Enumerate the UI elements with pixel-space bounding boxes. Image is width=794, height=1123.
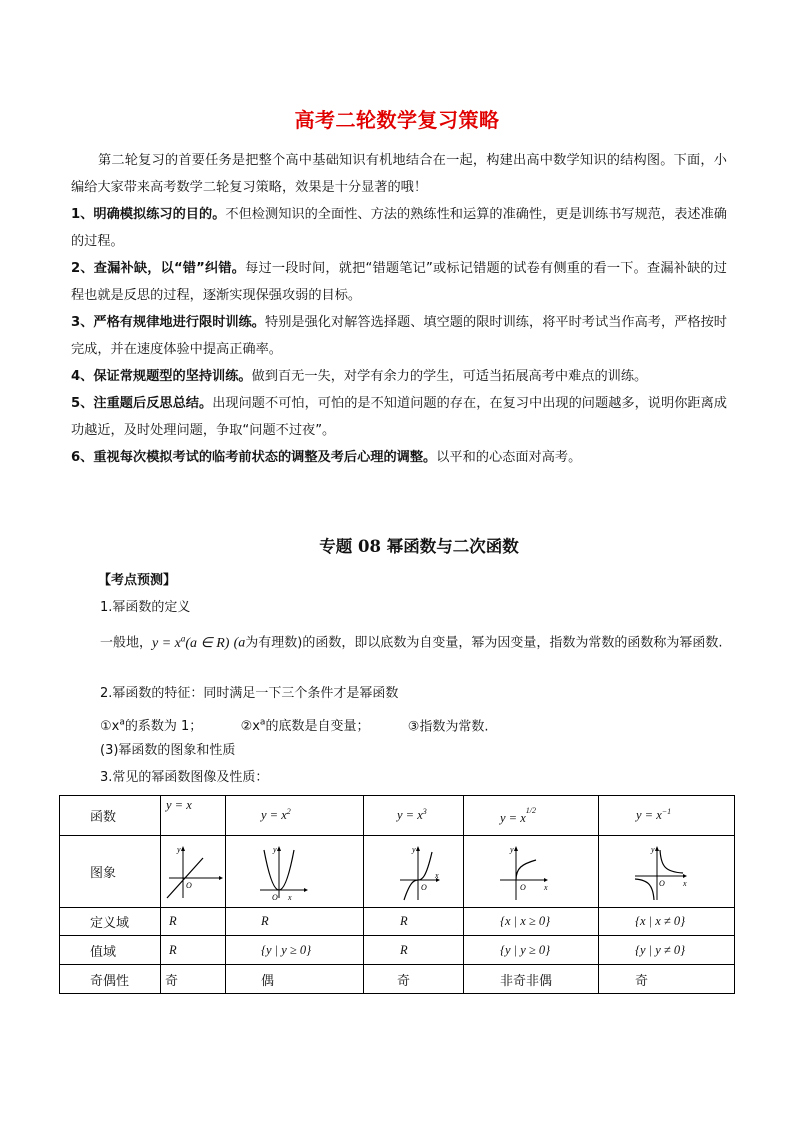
item-4-body: 做到百无一失，对学有余力的学生，可适当拓展高考中难点的训练。 [251, 369, 648, 384]
origin-label: O [272, 892, 278, 902]
parity-cell: 非奇非偶 [464, 965, 599, 994]
domain-cell: R [161, 908, 226, 936]
axis-y-label: y [510, 844, 514, 854]
axis-y-label: y [177, 844, 181, 854]
graph-cell [226, 836, 364, 908]
item-2-body: 每过一段时间，就把“错题笔记”或标记错题的试卷有侧重的看一下。查漏补缺的过程也就是反思的过程，逐渐实现保强攻弱的目标。 [71, 261, 727, 303]
row-label-range: 值域 [60, 936, 161, 965]
graph-cubic [364, 842, 463, 902]
function-cell: $y = x^{-1}$ [599, 796, 735, 836]
features-conditions [100, 713, 700, 737]
domain-cell: R [226, 908, 364, 936]
graph-cell [599, 836, 735, 908]
item-1-head: 1、明确模拟练习的目的。 [71, 207, 226, 222]
item-4-head: 4、保证常规题型的坚持训练。 [71, 369, 252, 384]
item-2-head: 2、查漏补缺，以“错”纠错。 [71, 261, 246, 276]
func-3-exp: 3 [422, 807, 427, 817]
func-5-exp: −1 [661, 807, 672, 817]
article-body [71, 147, 727, 471]
item-6-head: 6、重视每次模拟考试的临考前状态的调整及考后心理的调整。 [71, 450, 437, 465]
power-function-table [59, 795, 735, 994]
def-pre: 一般地， [100, 635, 153, 651]
func-4-exp: 1/2 [525, 806, 537, 816]
item-2 [71, 255, 727, 309]
function-cell: $y = x^{1/2}$ [464, 796, 599, 836]
parity-cell: 奇 [599, 965, 735, 994]
axis-y-label: y [412, 844, 416, 854]
parity-cell: 偶 [226, 965, 364, 994]
table-row [60, 936, 735, 965]
range-cell: {y | y ≥ 0} [226, 936, 364, 965]
table-row [60, 796, 735, 836]
condition-3: ③指数为常数. [407, 719, 489, 735]
axis-y-label: y [651, 844, 655, 854]
row-label-graph: 图象 [60, 836, 161, 908]
range-cell: {y | y ≠ 0} [599, 936, 735, 965]
domain-cell: {x | x ≥ 0} [464, 908, 599, 936]
item-3-body: 特别是强化对解答选择题、填空题的限时训练，将平时考试当作高考，严格按时完成，并在速度体验中提高正确率。 [71, 315, 727, 357]
axis-x-label: x [683, 878, 687, 888]
func-1: y = x [166, 798, 192, 812]
item-6 [71, 444, 727, 471]
item-6-body: 以平和的心态面对高考。 [436, 450, 582, 465]
parity-cell: 奇 [364, 965, 464, 994]
function-cell: $y = x^2$ [226, 796, 364, 836]
condition-2: $②x^a$的底数是自变量； [240, 718, 370, 735]
table-row [60, 836, 735, 908]
graph-cell [464, 836, 599, 908]
section-tag: 【考点预测】 [98, 573, 177, 588]
item-3 [71, 309, 727, 363]
section-title: 专题 08 幂函数与二次函数 [319, 537, 519, 556]
heading-features: 2.幂函数的特征：同时满足一下三个条件才是幂函数 [100, 686, 399, 701]
page-title: 高考二轮数学复习策略 [294, 108, 500, 132]
range-cell: R [161, 936, 226, 965]
function-cell: $y = x^3$ [364, 796, 464, 836]
table-row [60, 965, 735, 994]
range-cell: {y | y ≥ 0} [464, 936, 599, 965]
row-label-domain: 定义域 [60, 908, 161, 936]
axis-x-label: x [544, 882, 548, 892]
parity-cell: 奇 [161, 965, 226, 994]
heading-common-functions: 3.常见的幂函数图像及性质： [100, 770, 269, 785]
row-label-parity: 奇偶性 [60, 965, 161, 994]
axis-x-label: x [288, 892, 292, 902]
definition-paragraph [100, 627, 740, 655]
item-1-body: 不但检测知识的全面性、方法的熟练性和运算的准确性，更是训练书写规范，表述准确的过程。 [71, 207, 727, 249]
graph-reciprocal [599, 842, 734, 902]
graph-square [226, 842, 363, 902]
axis-x-label: x [435, 870, 439, 880]
heading-graph-properties: (3)幂函数的图象和性质 [100, 743, 236, 758]
axis-y-label: y [273, 844, 277, 854]
origin-label: O [421, 882, 427, 892]
def-formula: $y = x^a(a$ ∈ R) [152, 633, 230, 651]
function-cell [161, 796, 226, 836]
row-label-function: 函数 [60, 796, 161, 836]
item-1 [71, 201, 727, 255]
origin-label: O [186, 880, 192, 890]
item-5 [71, 390, 727, 444]
item-5-body: 出现问题不可怕，可怕的是不知道问题的存在，在复习中出现的问题越多，说明你距离成功越近，及时处理问题，争取“问题不过夜”。 [71, 396, 727, 438]
item-3-head: 3、严格有规律地进行限时训练。 [71, 315, 265, 330]
graph-cell [161, 836, 226, 908]
origin-label: O [520, 882, 526, 892]
func-2-exp: 2 [286, 807, 291, 817]
item-5-head: 5、注重题后反思总结。 [71, 396, 213, 411]
domain-cell: {x | x ≠ 0} [599, 908, 735, 936]
range-cell: R [364, 936, 464, 965]
intro-paragraph: 第二轮复习的首要任务是把整个高中基础知识有机地结合在一起，构建出高中数学知识的结构图。下面，小编给大家带来高考数学二轮复习策略，效果是十分显著的哦！ [71, 153, 727, 195]
graph-sqrt [464, 842, 598, 902]
table-row [60, 908, 735, 936]
def-paren-a: (a [233, 635, 246, 651]
origin-label: O [659, 878, 665, 888]
domain-cell: R [364, 908, 464, 936]
condition-1: $①x^a$的系数为 1； [100, 718, 203, 735]
graph-cell [364, 836, 464, 908]
graph-linear [161, 842, 225, 902]
def-post: 为有理数)的函数，即以底数为自变量，幂为因变量，指数为常数的函数称为幂函数. [245, 635, 723, 651]
heading-definition: 1.幂函数的定义 [100, 600, 191, 615]
item-4 [71, 363, 727, 390]
